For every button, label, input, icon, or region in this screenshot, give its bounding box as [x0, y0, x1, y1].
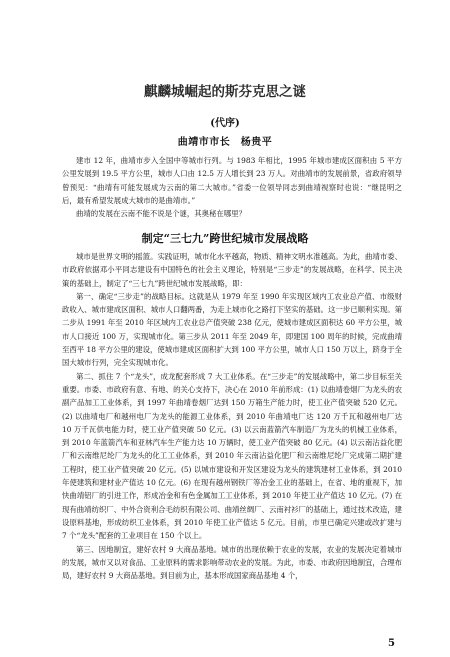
section-body [62, 250, 402, 582]
author-byline: 曲靖市市长 杨贵平 [177, 137, 273, 148]
intro-paragraph: 建市 12 年，曲靖市步入全国中等城市行列。与 1983 年相比，1995 年城市建成区面积由 5 平方公里发展到 19.5 平方公里，城市人口由 12.5 万人增长到 23 万人。对曲靖市的发展前景，省政府领导曾预见：“曲靖有可能发展成为云南的第二大城市。”省委一位领导同志到曲靖视察时也说：“继昆明之后，最有希望发展成大城市的是曲靖市。” [62, 156, 402, 205]
body-paragraph: 城市是世界文明的摇篮。实践证明，城市化水平越高，物质、精神文明水准越高。为此，曲靖市委、市政府依据邓小平同志建设有中国特色的社会主义理论，特别是“三步走”的发展战略，在科学、民主决策的基础上，制定了“三七九”跨世纪城市发展战略，即： [62, 252, 402, 288]
article-title: 麒麟城崛起的斯芬克思之谜 [144, 84, 306, 100]
page-number: 5 [388, 638, 395, 649]
body-paragraph: 第三、因地制宜，建好农村 9 大商品基地。城市的出现依赖于农业的发展，农业的发展决定着城市的发展，城市又以对食品、工业原料的需求影响带动农业的发展。为此，市委、市政府因地制宜，合理布局，建好农村 9 大商品基地。到目前为止，基本形成国家商品基地 4 个， [62, 544, 402, 581]
body-paragraph: 第二、抓住 7 个“龙头”，成龙配套形成 7 大工业体系。在“三步走”的发展战略中，第二步目标至关重要。市委、市政府有意、有地、的关心支持下，决心在 2010 年前形成：(1) 以曲靖卷烟厂为龙头的农副产品加工工业体系，到 1997 年曲靖卷烟厂达到 150 万箱生产能力时，使工业产值突破 520 亿元。(2) 以曲靖电厂和越州电厂为龙头的能源工业体系，到 2010 年曲靖电厂达 120 万千瓦和越州电厂达 10 万千瓦供电能力时，使工业产值突破 50 亿元。(3) 以云南蓝箭汽车制造厂为龙头的机械工业体系，到 2010 年蓝箭汽车和亚林汽车生产能力达 10 万辆时，使工业产值突破 80 亿元。(4) 以云南沾益化肥厂和云南维尼纶厂为龙头的化工工业体系，到 2010 年云南沾益化肥厂和云南维尼纶厂完成第二期扩建工程时，使工业产值突破 20 亿元。(5) 以城市建设和开发区建设为龙头的建筑建材工业体系，到 2010 年使建筑和建材业产值达 10 亿元。(6) 在现有越州钢铁厂等冶金工业的基础上，在省、地的重视下，加快曲靖铝厂的引进工作，形成冶金和有色金属加工工业体系，到 2010 年使工业产值达 10 亿元。(7) 在现有曲靖纺织厂、中外合资利合毛纺织有限公司、曲靖丝绸厂、云南衬衫厂的基础上，通过技术改造，建设原料基地，形成纺织工业体系，到 2010 年使工业产值达 5 亿元。目前，市里已确定兴建或改扩建与 7 个“龙头”配套的工业项目在 150 个以上。 [62, 371, 402, 541]
intro-body [62, 154, 402, 220]
preface-label: (代序) [210, 118, 240, 129]
section-heading: 制定“三七九”跨世纪城市发展战略 [141, 232, 309, 245]
intro-paragraph: 曲靖的发展在云南不能不说是个谜，其奥秘在哪里？ [76, 209, 246, 219]
body-paragraph: 第一、确定“三步走”的战略目标。这就是从 1979 年至 1990 年实现区域内工农业总产值、市级财政收入、城市建成区面积、城市人口翻两番，为走上城市化之路打下坚实的基础。这一步已顺利实现。第二步从 1991 年至 2010 年区域内工农业总产值突破 238 亿元，使城市建成区面积达 60 平方公里，城市人口接近 100 万，实现城市化。第三步从 2011 年至 2049 年，即建国 100 周年的时候，完成曲靖至西平 18 平方公里的建设，使城市建成区面积扩大到 100 平方公里，城市人口 150 万以上，跻身于全国大城市行列，完全实现城市化。 [62, 291, 402, 368]
